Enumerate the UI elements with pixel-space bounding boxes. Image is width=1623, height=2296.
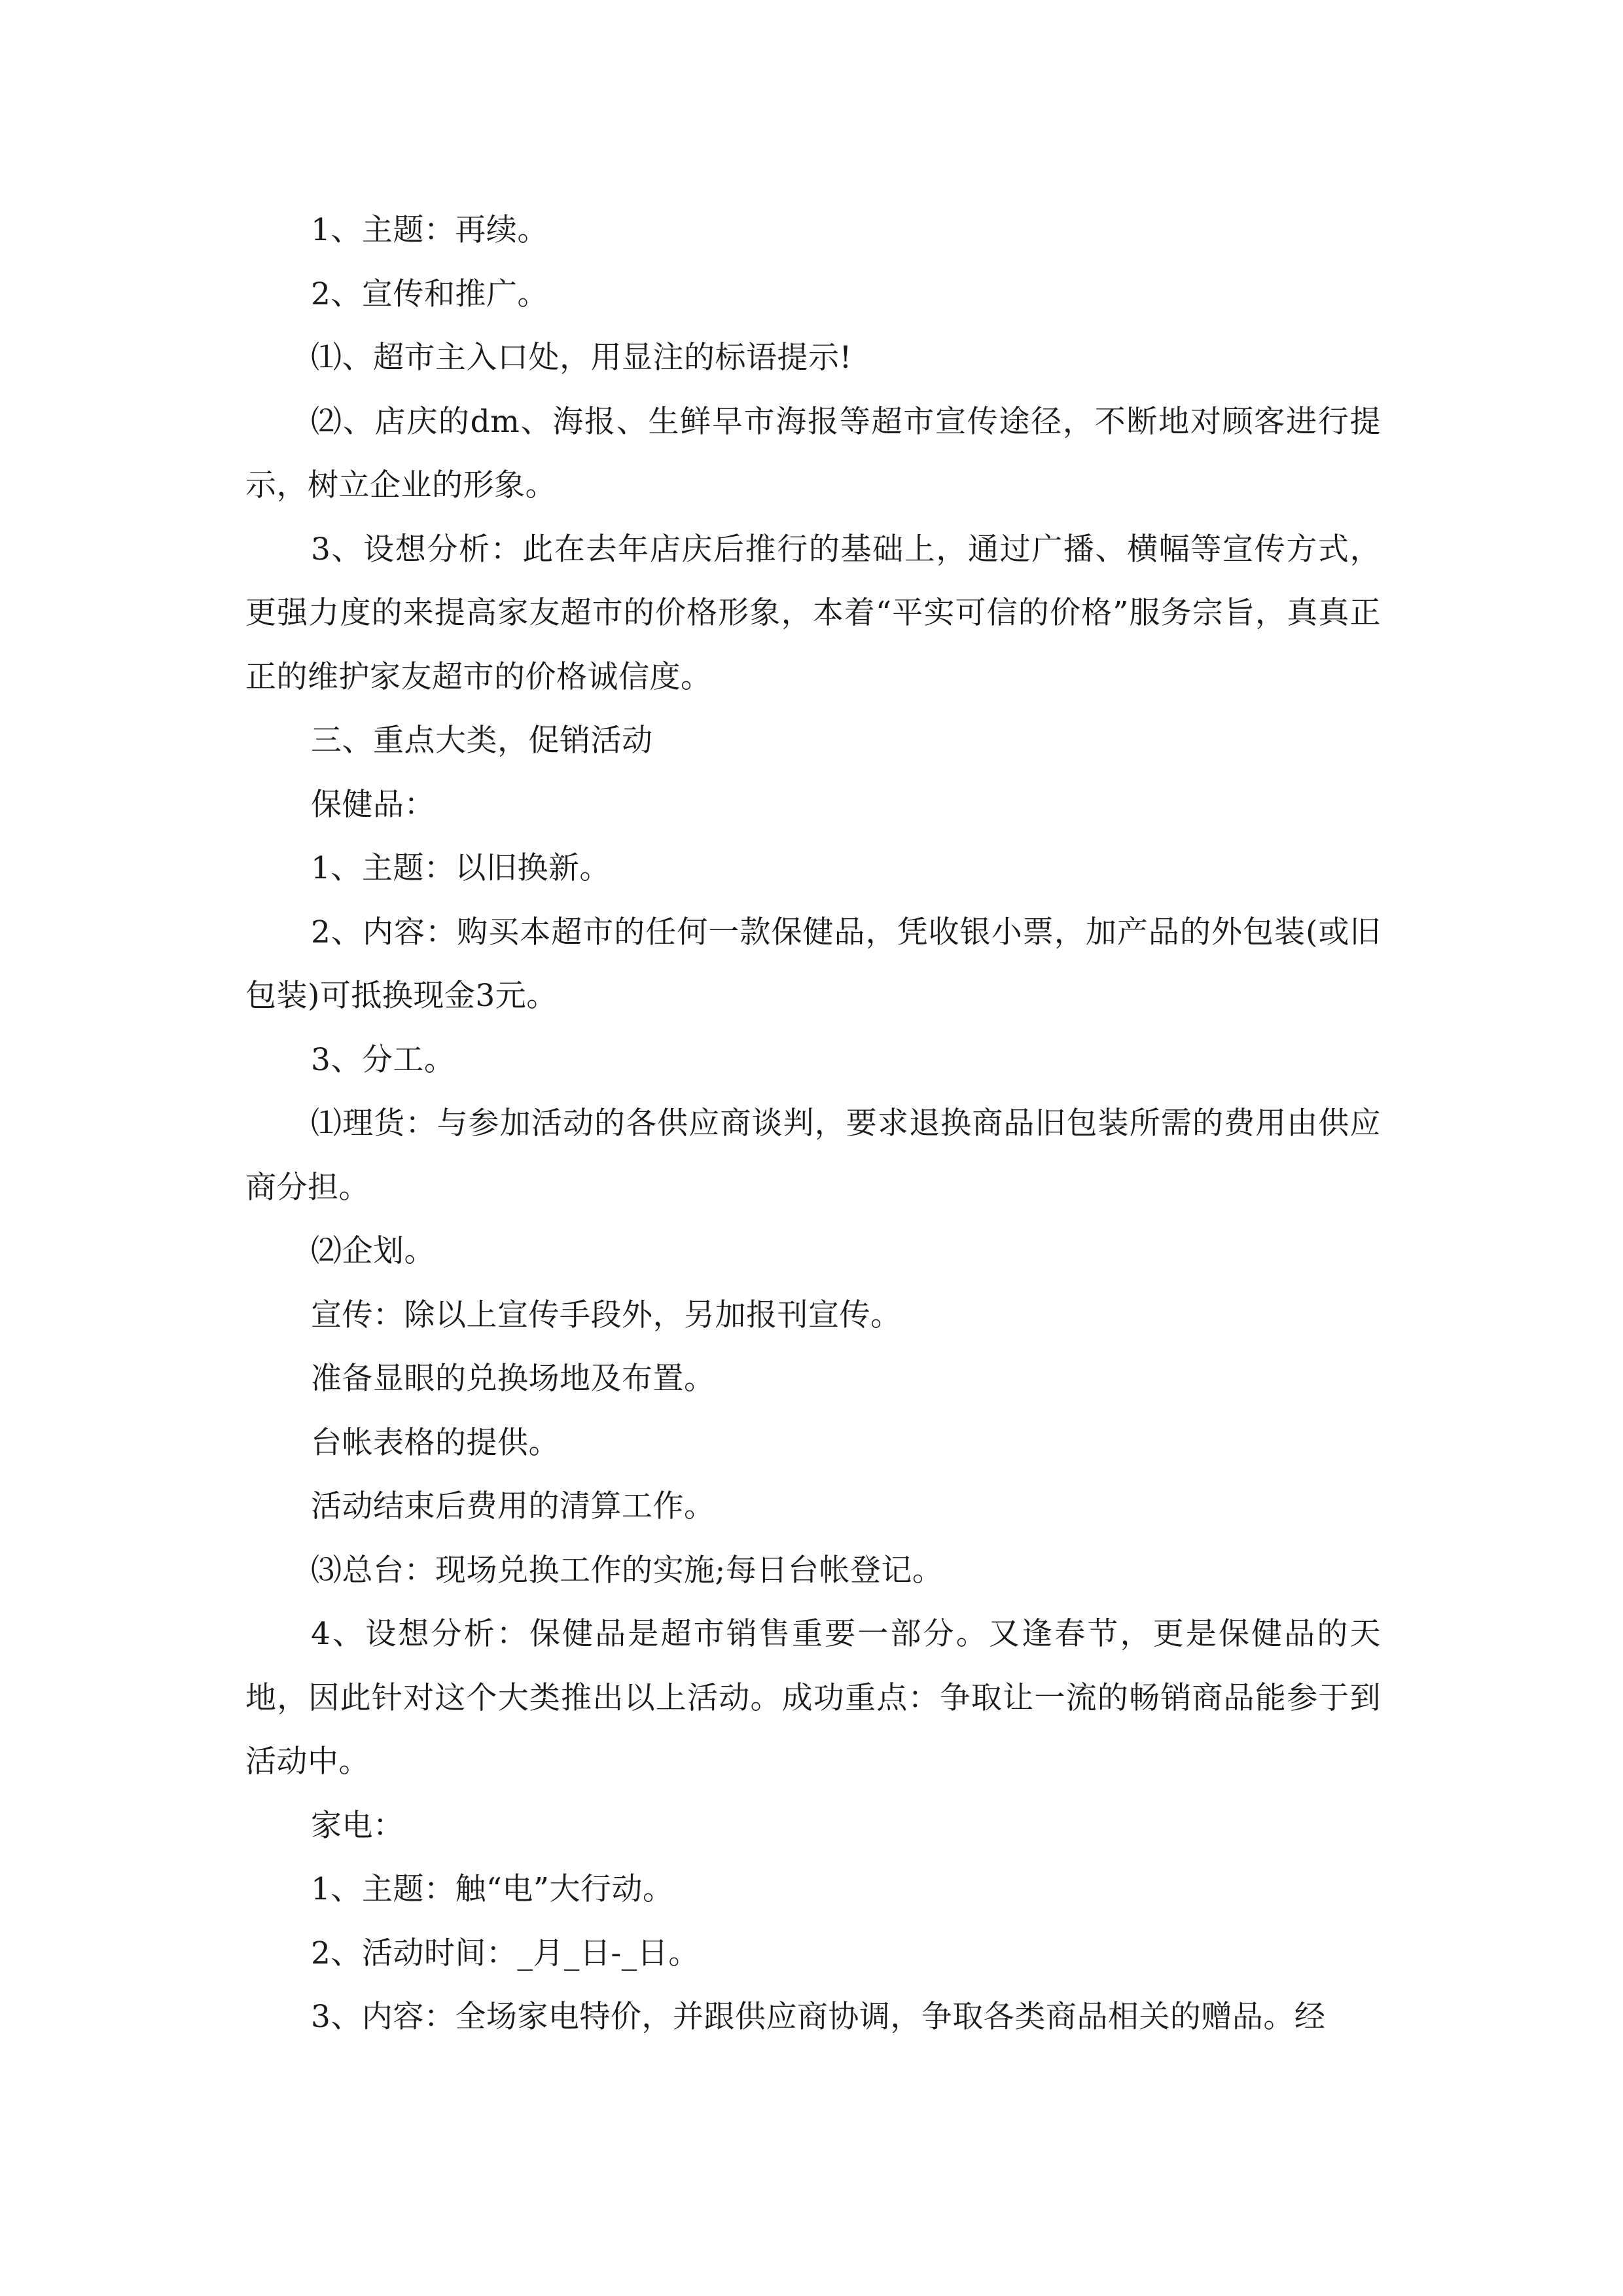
paragraph-11: ⑴理货：与参加活动的各供应商谈判，要求退换商品旧包装所需的费用由供应商分担。 bbox=[245, 1105, 1381, 1206]
section-heading: 三、重点大类，促销活动 bbox=[311, 723, 653, 759]
document-body bbox=[245, 198, 1381, 2049]
paragraph-13: 宣传：除以上宣传手段外，另加报刊宣传。 bbox=[311, 1297, 902, 1333]
paragraph-5: 3、设想分析：此在去年店庆后推行的基础上，通过广播、横幅等宣传方式，更强力度的来提高家友超市的价格形象，本着“平实可信的价格”服务宗旨，真真正正的维护家友超市的价格诚信度。 bbox=[245, 531, 1381, 695]
paragraph-4: ⑵、店庆的dm、海报、生鲜早市海报等超市宣传途径，不断地对顾客进行提示，树立企业的形象。 bbox=[245, 403, 1381, 503]
paragraph-20: 1、主题：触“电”大行动。 bbox=[311, 1871, 674, 1907]
paragraph-1: 1、主题：再续。 bbox=[311, 212, 548, 248]
paragraph-15: 台帐表格的提供。 bbox=[311, 1424, 560, 1461]
subsection-heading-health-products: 保健品： bbox=[311, 786, 435, 823]
paragraph-9: 2、内容：购买本超市的任何一款保健品，凭收银小票，加产品的外包装(或旧包装)可抵换现金3元。 bbox=[245, 914, 1381, 1014]
paragraph-12: ⑵企划。 bbox=[311, 1233, 435, 1269]
subsection-heading-appliances: 家电： bbox=[311, 1807, 404, 1844]
paragraph-2: 2、宣传和推广。 bbox=[311, 276, 548, 312]
paragraph-3: ⑴、超市主入口处，用显注的标语提示! bbox=[311, 340, 852, 376]
paragraph-18: 4、设想分析：保健品是超市销售重要一部分。又逢春节，更是保健品的天地，因此针对这个大类推出以上活动。成功重点：争取让一流的畅销商品能参于到活动中。 bbox=[245, 1616, 1381, 1780]
paragraph-21: 2、活动时间：_月_日-_日。 bbox=[311, 1935, 700, 1971]
paragraph-8: 1、主题：以旧换新。 bbox=[311, 850, 611, 886]
paragraph-22: 3、内容：全场家电特价，并跟供应商协调，争取各类商品相关的赠品。经 bbox=[311, 1999, 1326, 2035]
paragraph-17: ⑶总台：现场兑换工作的实施;每日台帐登记。 bbox=[311, 1552, 944, 1588]
paragraph-16: 活动结束后费用的清算工作。 bbox=[311, 1488, 715, 1524]
paragraph-10: 3、分工。 bbox=[311, 1041, 455, 1078]
paragraph-14: 准备显眼的兑换场地及布置。 bbox=[311, 1361, 715, 1397]
